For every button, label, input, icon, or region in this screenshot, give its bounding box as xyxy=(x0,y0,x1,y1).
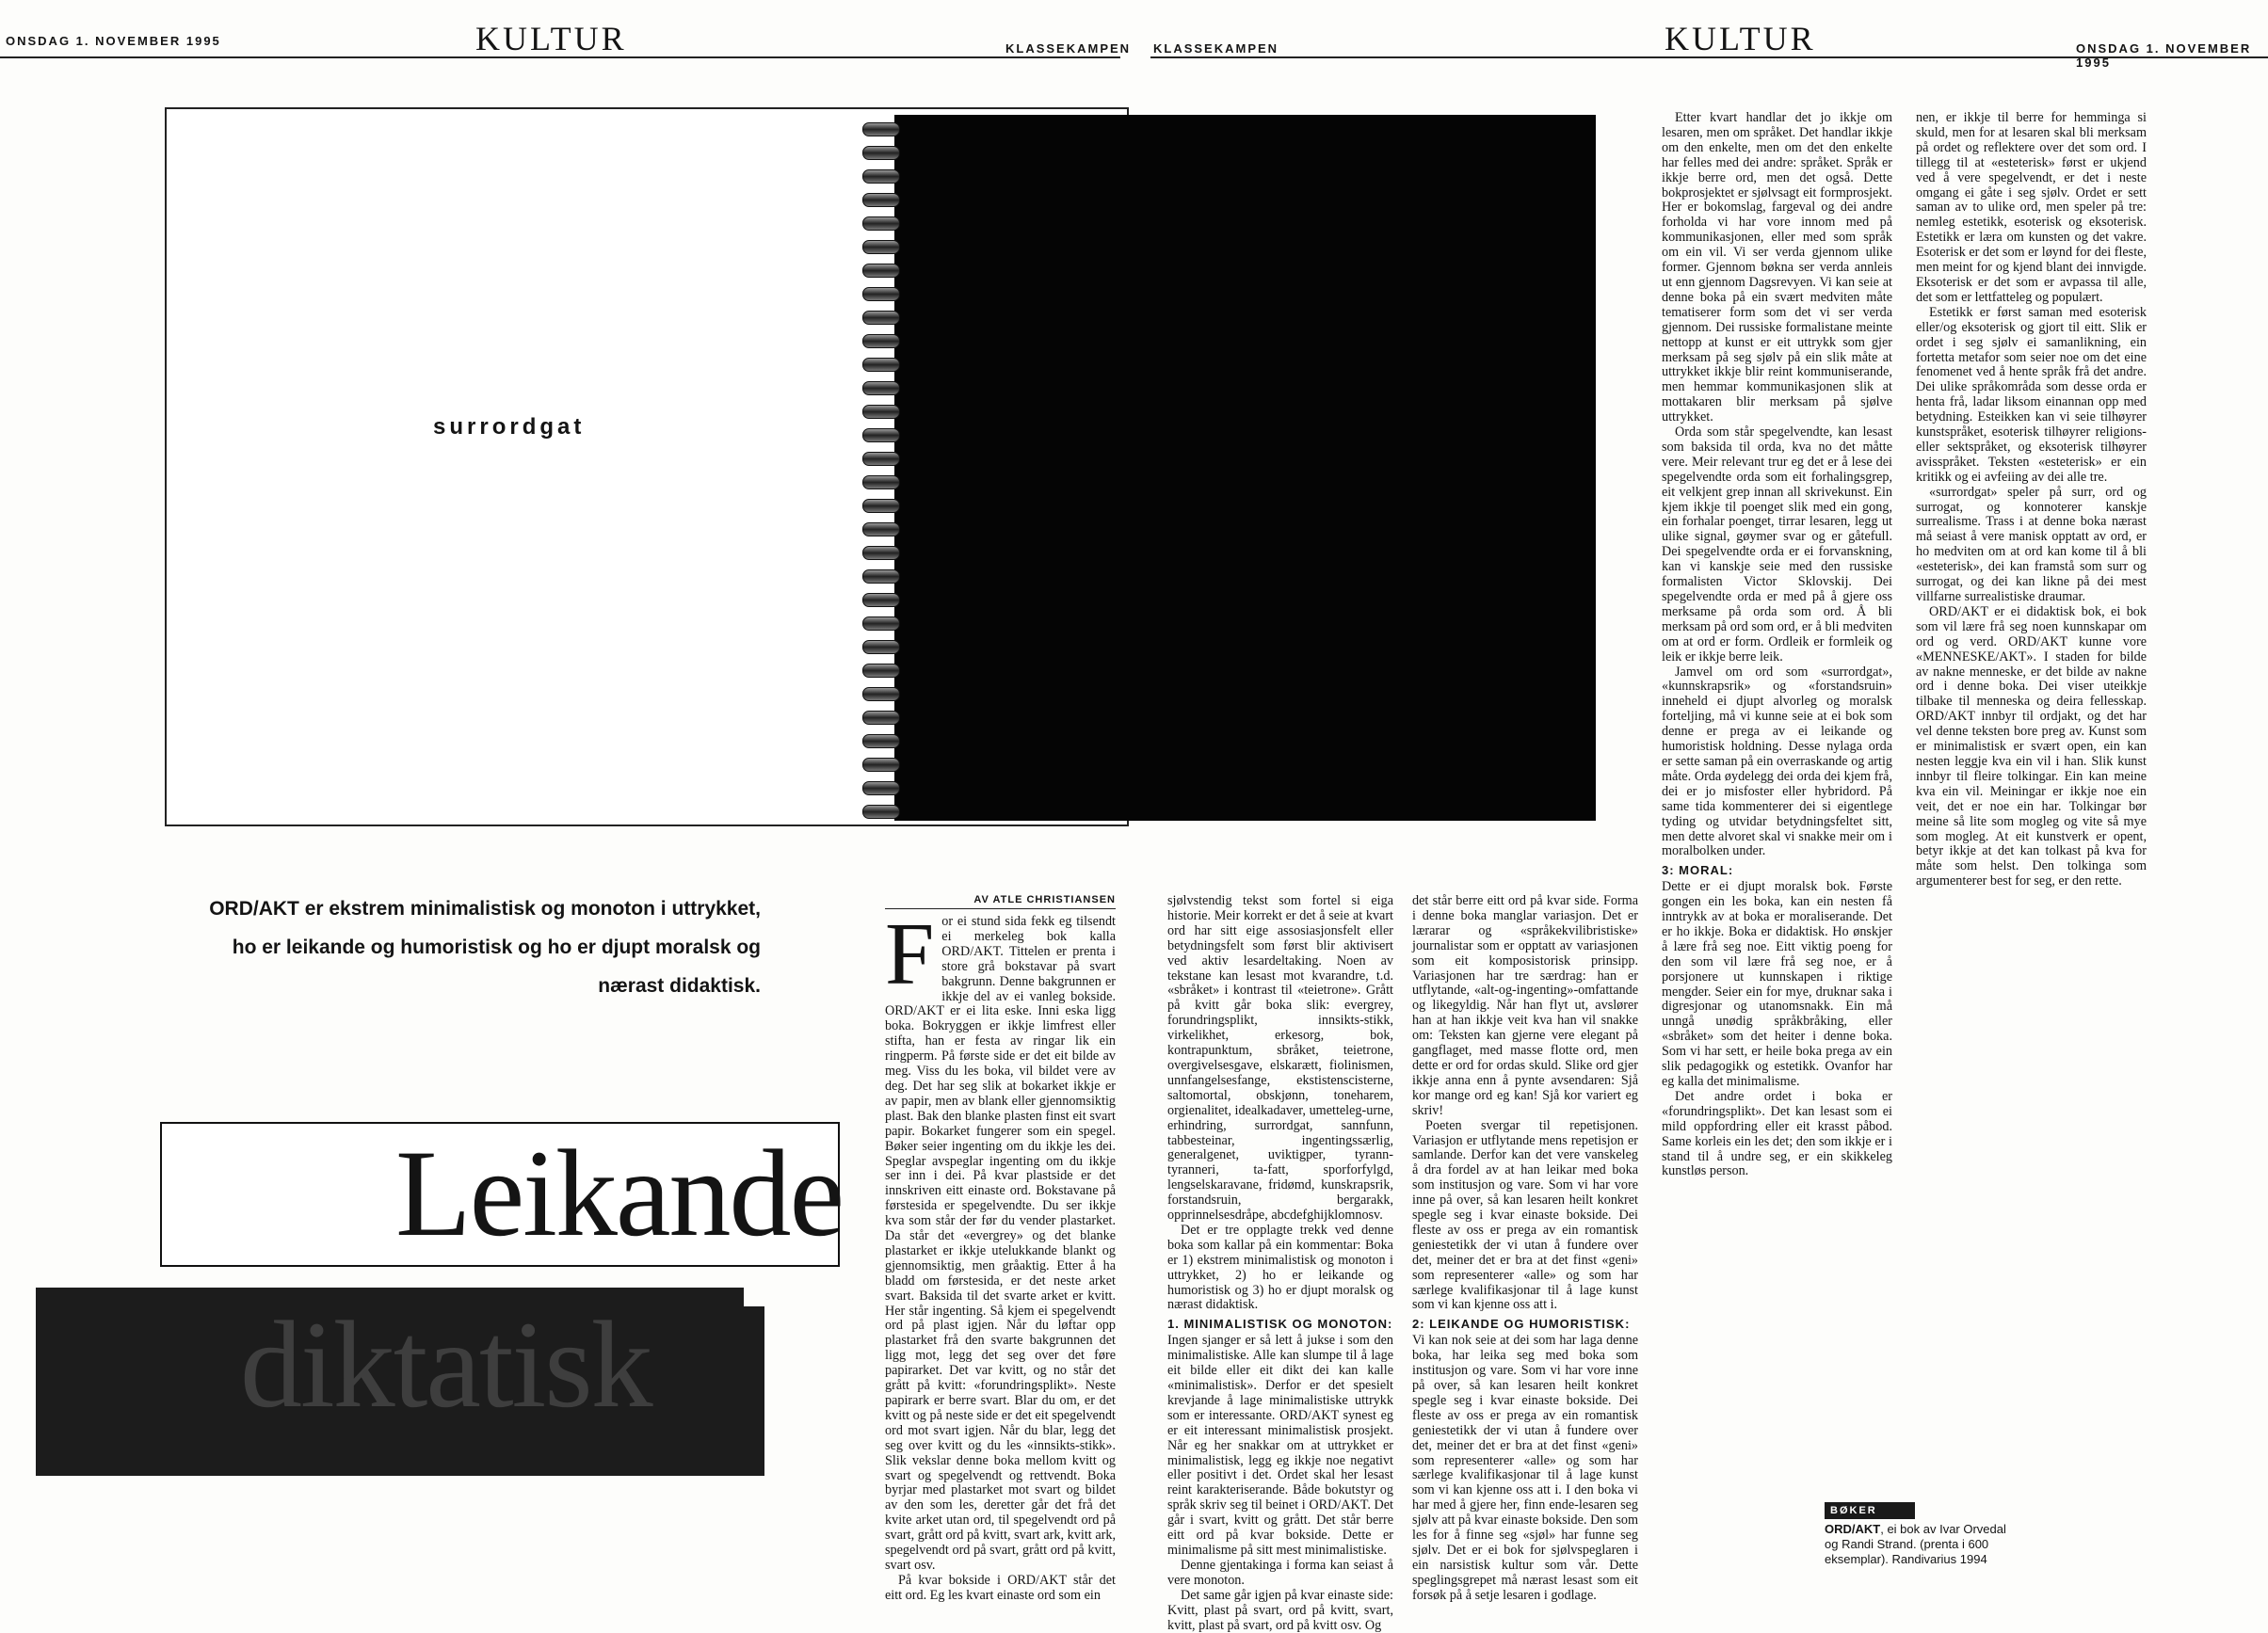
header-paper-right: KLASSEKAMPEN xyxy=(1153,41,1279,56)
cover-title: surrordgat xyxy=(433,414,586,440)
paragraph: or ei stund sida fekk eg tilsendt ei merkeleg bok kalla ORD/AKT. Tittelen er prenta i store grå bokstavar på svart bakgrunn. Denne bakgrunnen er ikkje del av ei vanleg bokside. ORD/AKT er ei lita eske. Inni eska ligg boka. Bokryggen er ikkje limfrest eller stiftа, han er festa av ringar lik ein ringperm. På første side er det eit bilde av meg. Viss du les boka, vil bildet vere av deg. Det har seg slik at bokarket ikkje er av papir, men av blank eller gjennomsiktig plast. Bak den blanke plasten finst eit svart papir. Bokarket fungerer som ein spegel. Bøker seier ingenting om du ikkje les dei. Speglar avspeglar ingenting om du ikkje ser inn i dei. På kvar plastside er det innskriven eitt einaste ord. Bokstavane på førstesida er spegelvendte. Du ser ikkje kva som står der før du vender plastarket. Da står det «evergrey» og det blanke plastarket er ikkje utelukkande blankt og gjennomsiktig, men gråaktig. Etter å ha bladd om førstesida, er det neste arket svart. Baksida til det svarte arket er kvitt. Her står ingenting. Så kjem ei spegelvendt ord på plast igjen. Når du løftar opp plastarket frå den svarte bakgrunnen det ligg mot, legg det seg over det føre papirarket. Det var kvitt, og no står det grått på kvitt: «forundringsplikt». Neste papirark er berre svart. Blar du om, er det kvitt og på neste side er det eit spegelvendt ord mot svart igjen. Når du blar, legg det seg over kvitt og du les «innsikts-stikk». Slik vekslar denne boka mellom kvitt og svart og spegelvendt og rettvendt. Boka byrjar med plastarket mot svart og bildet av den som les, deretter går det frå det kvite arket utan ord, til spegelvendt ord på svart, grått ord på kvitt, svart ark, kvitt ark, spegelvendt ord på svart, grått ord på kvitt, svart osv. xyxy=(885,914,1116,1573)
spiral-ring xyxy=(862,216,900,231)
info-tag: BØKER xyxy=(1825,1502,1915,1519)
paragraph: Det same går igjen på kvar einaste side: Kvitt, plast på svart, ord på kvitt, svart, kvitt, plast på svart, ord på kvitt osv. Og xyxy=(1167,1587,1393,1633)
headline-dark-box-edge xyxy=(744,1306,764,1476)
paragraph: Ingen sjanger er så lett å jukse i som den minimalistiske. Alle kan slumpe til å lage eit bilde eller eit dikt dei kan kalle «minimalistisk». Derfor er det spesielt krevjande å lage minimalistiske uttrykk som er interessante. ORD/AKT synest eg er eit interessant minimalistisk prosjekt. Når eg her snakkar om at uttrykket er minimalistisk, legg eg ikkje noe negativt eller positivt i det. Ordet skal her lesast reint karakteriserande. Både bokutstyr og språk skriv seg til beinet i ORD/AKT. Det går i svart, kvitt og grått. Det står berre eitt ord på kvar bokside. Dette er minimalisme på sitt mest minimalistiske. xyxy=(1167,1333,1393,1558)
spiral-ring xyxy=(862,381,900,395)
paragraph: Etter kvart handlar det jo ikkje om lesaren, men om språket. Det handlar ikkje om den enkelte, men om det den enkelte har felles med dei andre: språket. Språk er ikkje berre ord, men det også. Dette bokprosjektet er sjølvsagt eit formprosjekt. Her er bokomslag, fargeval og dei andre forholda vi har vore innom med på kommunikasjonen, eller med som språk om ein vil. Vi ser verda gjennom ulike former. Gjennom bøkna ser verda annleis ut enn gjennom Dagsrevyen. Vi kan seie at denne boka på ein svært medviten måte tematiserer form som det vi ser verda gjennom. Dei russiske formalistane meinte nettopp at kunst er eit uttrykk som gjer merksam på seg sjølv på ein slik måte at uttrykket ikkje blir reint kommuniserande, men hemmar kommunikasjonen slik at mottakaren blir merksam på sjølve uttrykket. xyxy=(1662,110,1892,425)
header-rule-left xyxy=(0,56,1120,58)
header-section-right: KULTUR xyxy=(1665,20,1816,57)
spiral-ring xyxy=(862,405,900,419)
spiral-ring xyxy=(862,287,900,301)
article-column-4 xyxy=(1662,111,1892,1575)
paragraph: På kvar bokside i ORD/AKT står det eitt ord. Eg les kvart einaste ord som ein xyxy=(885,1572,1116,1603)
paragraph: Det er tre opplagte trekk ved denne boka som kallar på ein kommentar: Boka er 1) ekstrem minimalistisk og monoton i uttrykket, 2) ho er leikande og humoristisk og 3) ho er djupt moralsk og nærast didaktisk. xyxy=(1167,1222,1393,1313)
header-date-left: ONSDAG 1. NOVEMBER 1995 xyxy=(6,34,221,48)
spiral-ring xyxy=(862,616,900,631)
spiral-ring xyxy=(862,475,900,489)
book-cover-black-panel xyxy=(894,115,1596,821)
spiral-ring xyxy=(862,522,900,536)
header-date-right: ONSDAG 1. NOVEMBER 1995 xyxy=(2076,41,2252,70)
spiral-ring xyxy=(862,240,900,254)
article-column-5 xyxy=(1916,111,2147,1485)
spiral-ring xyxy=(862,687,900,701)
paragraph: nen, er ikkje til berre for hemminga si skuld, men for at lesaren skal bli merksam på ordet og reflektere over det som ord. I tillegg til at «esteterisk» først er ukjend ved å vere spegelvendt, er det i neste omgang ei gåte i seg sjølv. Ordet er sett saman av to ulike ord, men speler på tre: nemleg estetikk, esoterisk og eksoterisk. Estetikk er læra om kunsten og det vakre. Esoterisk er det som er løynd for dei fleste, men meint for og kjend blant dei innvigde. Eksoterisk er det som er avpassa til alle, det som er lettfatteleg og populært. xyxy=(1916,110,2147,305)
header-paper-left: KLASSEKAMPEN xyxy=(1005,41,1132,56)
spiral-ring xyxy=(862,758,900,772)
spiral-ring xyxy=(862,169,900,184)
spiral-ring xyxy=(862,664,900,678)
paragraph: Estetikk er først saman med esoterisk eller/og eksoterisk og gjort til eitt. Slik er ordet i seg sjølv ei samanlikning, ein fortetta metafor som seier noe om det eine fenomenet ved å hente språk frå det andre. Dei ulike språkområda som desse orda er henta frå, ladar liksom einannan opp med betydning. Esteikken kan vi seie tilhøyrer kunstspråket, esoterisk tilhøyrer religions- eller sektspråket, og eksoterisk tilhøyrer avisspråket. Teksten «esteterisk» er ein kritikk og ei avfeiing av dei alle tre. xyxy=(1916,304,2147,485)
header-section-left: KULTUR xyxy=(475,20,627,57)
section-heading: 1. MINIMALISTISK OG MONOTON: xyxy=(1167,1317,1393,1332)
byline: AV ATLE CHRISTIANSEN xyxy=(885,894,1116,909)
article-column-3 xyxy=(1412,893,1638,1603)
paragraph: Denne gjentakinga i forma kan seiast å vere monoton. xyxy=(1167,1557,1393,1588)
spiral-ring xyxy=(862,122,900,136)
paragraph: Det andre ordet i boka er «forundringsplikt». Det kan lesast som ei mild oppfordring eller eit krasst påbod. Same korleis ein les det; den som ikkje er i stand til å undre seg, er ein skikkeleg kunstløs person. xyxy=(1662,1088,1892,1179)
book-info-box xyxy=(1825,1502,2022,1567)
paragraph: ORD/AKT er ei didaktisk bok, ei bok som vil lære frå seg noen kunnskapar om ord og verd. ORD/AKT kunne vore «MENNESKE/AKT». I staden for bilde av nakne menneske, er det bilde av nakne ord i denne boka. Dei viser uteikkje tilbake til menneska og deira fellesskap. ORD/AKT innbyr til ordjakt, og det har vel denne teksten bore preg av. Kunst som er minimalistisk er svært open, ein kan nesten leggje kva ein vil i han. Slik kunst innbyr til fleire tolkingar. Ein kan meine kva ein vil. Meiningar er ikkje noe ein veit, det er noe ein har. Tolkingar bør meine så lite som mogleg og vite så mye som mogleg. At eit kunstverk er opent, betyr ikkje at det kan tolkast på kva for måte som helst. Den tolkinga som argumenterer best for seg, er den rette. xyxy=(1916,603,2147,889)
article-column-2 xyxy=(1167,893,1393,1633)
drop-cap: F xyxy=(885,905,935,1003)
paragraph: Dette er ei djupt moralsk bok. Første gongen ein les boka, kan ein nesten få inntrykk av at boka er moraliserande. Det er ho ikkje. Boka er didaktisk. Ho ønskjer å lære frå seg noe. Eitt viktig poeng for den som vil lære frå seg noe, er å porsjonere ut kunnskapen i riktige mengder. Seier ein for mye, druknar saka i digresjonar og utanomsnakk. Ein må unngå unødig språkbråking, eller «sbråket» som det heiter i denne boka. Som vi har sett, er heile boka prega av ein slik pedagogikk og estetikk. Ovanfor har eg kalla det minimalisme. xyxy=(1662,879,1892,1089)
headline-line2: diktatisk xyxy=(240,1295,651,1433)
spiral-ring xyxy=(862,734,900,748)
paragraph: «surrordgat» speler på surr, ord og surrogat, og konnoterer kanskje surrealisme. Trass i at denne boka nærast må seiast å vere manisk opptatt av ord, er ho medviten om at ord kan kome til å bli «esteterisk», dei kan framstå som surr og surrogat, og dei kan likne på dei mest villfarne surrealistiske draumar. xyxy=(1916,484,2147,604)
spiral-ring xyxy=(862,193,900,207)
spiral-ring xyxy=(862,593,900,607)
spiral-ring xyxy=(862,499,900,513)
spiral-ring xyxy=(862,640,900,654)
paragraph: Orda som står spegelvendte, kan lesast som baksida til orda, kva no det måtte vere. Meir relevant trur eg det er å lese dei spegelvendte orda som eit forhalingsgrep, eit velkjent grep innan all skrivekunst. Ein kjem ikkje til poenget slik med ein gong, ein forhalar poenget, tirrar lesaren, legg ut ulike signal, gøymer svar og er gåtefull. Dei spegelvendte orda er ei forvanskning, kan vi kanskje seie med den russiske formalisten Victor Sklovskij. Dei spegelvendte orda er med på å gjere oss merksame på orda som ord. Å bli merksam på ord som ord, er å bli medviten om at ord er form. Ordleik er formleik og leik er ikkje berre leik. xyxy=(1662,424,1892,664)
section-heading: 3: MORAL: xyxy=(1662,863,1734,878)
info-title: ORD/AKT xyxy=(1825,1522,1881,1536)
paragraph: Jamvel om ord som «surrordgat», «kunnskrapsrik» og «forstandsruin» inneheld ei djupt alvorleg og moralsk forteljing, må vi kunne seie at ei bok som denne er prega av ei leikande og humoristisk holdning. Desse nylaga orda er sette saman på ein overraskande og artig måte. Orda øydelegg dei orda dei kjem frå, dei er jo misfoster eller hybridord. På same tida kommenterer dei si eigentlege tyding og utvidar betydningsfeltet sitt, men dette alvoret skal vi snakke meir om i moralbolken under. xyxy=(1662,664,1892,859)
spiral-ring xyxy=(862,146,900,160)
info-text: , ei bok av Ivar Orvedal og Randi Strand. (prenta i 600 eksemplar). Randivarius 1994 xyxy=(1825,1522,2006,1566)
spiral-ring xyxy=(862,781,900,795)
section-heading: 2: LEIKANDE OG HUMORISTISK: xyxy=(1412,1317,1631,1332)
spiral-ring xyxy=(862,546,900,560)
spiral-binding xyxy=(859,117,902,821)
spiral-ring xyxy=(862,711,900,725)
article-column-1 xyxy=(885,905,1116,1603)
spiral-ring xyxy=(862,428,900,442)
spiral-ring xyxy=(862,264,900,278)
paragraph: Poeten svergar til repetisjonen. Variasjon er utflytande mens repetisjon er samlande. Derfor kan det vere vanskeleg å dra fordel av at han leikar med boka som institusjon og vare. Som vi har vore inne på over, så kan lesaren heilt konkret spegle seg i kvar einaste bokside. Dei fleste av oss er prega av ein romantisk geniestetikk der vi utan å fundere over det, meiner det er bra at det finst «geni» som representerer «alle» og som har særlege kvalifikasjonar til å lage kunst som vi kan kjenne oss att i. xyxy=(1412,1117,1638,1313)
headline-line1: Leikande xyxy=(395,1124,844,1262)
spiral-ring xyxy=(862,569,900,584)
paragraph: sjølvstendig tekst som fortel si eiga historie. Meir korrekt er det å seie at kvart ord har sitt eige assosiasjonsfelt eller betydningsfelt som først blir aktivisert ved aktiv lesardeltaking. Noen av tekstane kan lesast mot kvarandre, t.d. «sbråket» i kontrast til «teietrone». Grått på kvitt går boka slik: evergrey, forundringsplikt, innsikts-stikk, virkelikhet, erkesorg, bok, kontrapunktum, sbråket, teietrone, overgivelsesgave, elskarætt, fiolinismen, unnfangelsesfange, ekstistenscisterne, saltomortal, obskjønn, toneharem, orgienalitet, idealkadaver, umetteleg-urne, erhindring, surrordgat, sannfunn, tabbesteinar, ingentingssærlig, generalgenet, uviktigper, tyrann-tyranneri, ta-fatt, sporforfylgd, lengselskaravane, fridømd, kunskrapsrik, forstandsruin, bergarakk, opprinnelsesdråpe, abcdefghijklomnosv. xyxy=(1167,893,1393,1224)
header-rule-right xyxy=(1150,56,2268,58)
spiral-ring xyxy=(862,452,900,466)
paragraph: Vi kan nok seie at dei som har laga denne boka, har leika seg med boka som institusjon og vare. Som vi har vore inne på over, så kan lesaren heilt konkret spegle seg i kvar einaste bokside. Dei fleste av oss er prega av ein romantisk geniestetikk der vi utan å fundere over det, meiner det er bra at det finst «geni» som representerer «alle» og som har særlege kvalifikasjonar til å lage kunst som vi kan kjenne oss att i. I den boka vi har med å gjere her, finn ende-lesaren seg sjølv att på kvar einaste bokside. Den som les for å finne seg «sjøl» har funne seg sjølv. Det er ei bok for sjølvspeglaren i ein narsistisk kultur som vår. Dette speglingsgrepet må nærast lesast som eit forsøk på å setje lesaren i godlage. xyxy=(1412,1333,1638,1603)
paragraph: det står berre eitt ord på kvar side. Forma i denne boka manglar variasjon. Det er lærarar og «språkekvilibristiske» journalistar som er opptatt av variasjonen som eit komposistorisk prinsipp. Variasjonen har tre særdrag: han er utflytande, «alt-og-ingenting»-omfattande og likegyldig. Når han flyt ut, avslører han at han ikkje veit kva han vil snakke om: Teksten kan gjerne vere elegant på gangflaget, med masse flotte ord, men dette er ord for ordas skuld. Slike ord gjer ikkje anna enn å pynte avsendaren: Sjå kor mange ord eg kan! Sjå kor variert eg skriv! xyxy=(1412,893,1638,1118)
spiral-ring xyxy=(862,805,900,819)
spiral-ring xyxy=(862,311,900,325)
spiral-ring xyxy=(862,358,900,372)
lead-paragraph: ORD/AKT er ekstrem minimalistisk og monoton i uttrykket, ho er leikande og humoristisk og ho er djupt moralsk og nærast didaktisk. xyxy=(209,898,761,997)
spiral-ring xyxy=(862,334,900,348)
